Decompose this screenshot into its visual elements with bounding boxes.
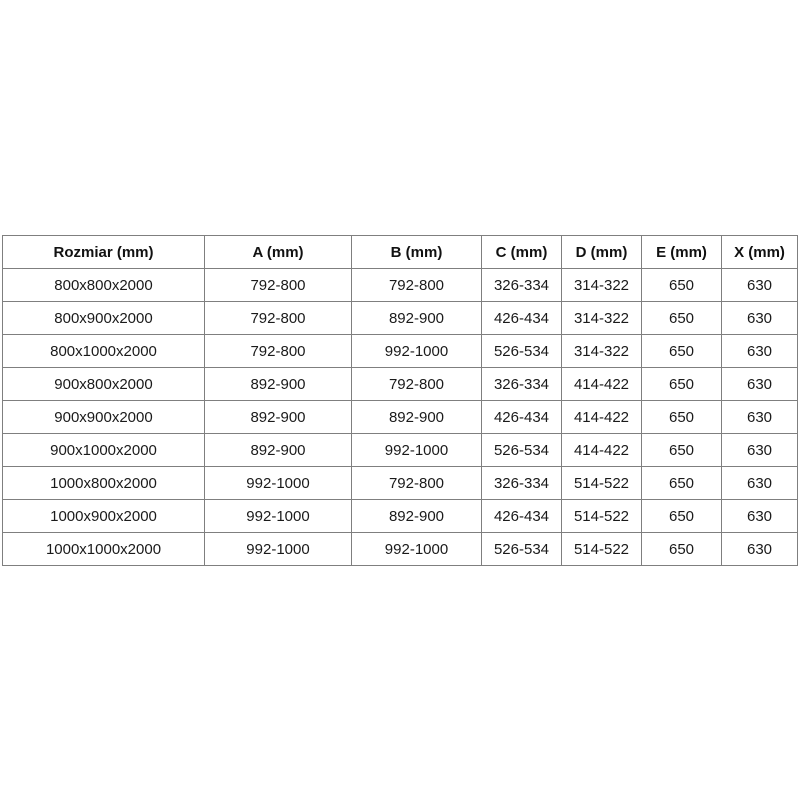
table-cell-c: 426-434 (482, 401, 562, 434)
column-header-d: D (mm) (562, 236, 642, 269)
table-cell-rozmiar: 800x800x2000 (3, 269, 205, 302)
table-cell-b: 892-900 (352, 401, 482, 434)
table-cell-c: 326-334 (482, 467, 562, 500)
table-cell-rozmiar: 1000x1000x2000 (3, 533, 205, 566)
table-cell-c: 326-334 (482, 368, 562, 401)
table-cell-x: 630 (722, 302, 798, 335)
table-row (3, 335, 798, 368)
column-header-e: E (mm) (642, 236, 722, 269)
table-row (3, 434, 798, 467)
table-cell-e: 650 (642, 302, 722, 335)
table-cell-c: 526-534 (482, 533, 562, 566)
column-header-c: C (mm) (482, 236, 562, 269)
table-cell-d: 314-322 (562, 269, 642, 302)
table-cell-e: 650 (642, 467, 722, 500)
table-row (3, 368, 798, 401)
table-cell-rozmiar: 800x1000x2000 (3, 335, 205, 368)
table-cell-rozmiar: 1000x900x2000 (3, 500, 205, 533)
table-cell-c: 526-534 (482, 335, 562, 368)
column-header-rozmiar: Rozmiar (mm) (3, 236, 205, 269)
table-cell-a: 792-800 (205, 269, 352, 302)
table-cell-e: 650 (642, 533, 722, 566)
table-cell-x: 630 (722, 401, 798, 434)
table-cell-rozmiar: 900x800x2000 (3, 368, 205, 401)
table-cell-rozmiar: 900x1000x2000 (3, 434, 205, 467)
table-cell-d: 414-422 (562, 434, 642, 467)
table-row (3, 302, 798, 335)
table-cell-a: 992-1000 (205, 467, 352, 500)
table-cell-e: 650 (642, 401, 722, 434)
table-cell-d: 414-422 (562, 401, 642, 434)
table-cell-d: 314-322 (562, 335, 642, 368)
header-row (3, 236, 798, 269)
table-cell-a: 992-1000 (205, 500, 352, 533)
column-header-a: A (mm) (205, 236, 352, 269)
table-cell-b: 892-900 (352, 302, 482, 335)
table-cell-a: 892-900 (205, 434, 352, 467)
dimensions-table (2, 235, 798, 566)
table-cell-e: 650 (642, 368, 722, 401)
table-cell-a: 992-1000 (205, 533, 352, 566)
table-cell-e: 650 (642, 434, 722, 467)
table-cell-d: 514-522 (562, 467, 642, 500)
column-header-b: B (mm) (352, 236, 482, 269)
table-cell-c: 526-534 (482, 434, 562, 467)
table-cell-e: 650 (642, 500, 722, 533)
table-cell-x: 630 (722, 335, 798, 368)
table-cell-c: 426-434 (482, 500, 562, 533)
table-cell-b: 892-900 (352, 500, 482, 533)
table-cell-x: 630 (722, 269, 798, 302)
table-cell-a: 892-900 (205, 401, 352, 434)
table-cell-b: 992-1000 (352, 434, 482, 467)
table-row (3, 500, 798, 533)
table-cell-b: 792-800 (352, 269, 482, 302)
table-cell-rozmiar: 1000x800x2000 (3, 467, 205, 500)
table-cell-x: 630 (722, 500, 798, 533)
table-cell-c: 326-334 (482, 269, 562, 302)
table-cell-e: 650 (642, 335, 722, 368)
table-cell-e: 650 (642, 269, 722, 302)
table-cell-a: 892-900 (205, 368, 352, 401)
table-cell-b: 992-1000 (352, 533, 482, 566)
column-header-x: X (mm) (722, 236, 798, 269)
table-cell-b: 792-800 (352, 467, 482, 500)
table-cell-d: 414-422 (562, 368, 642, 401)
table-cell-x: 630 (722, 467, 798, 500)
table-cell-d: 314-322 (562, 302, 642, 335)
table-row (3, 401, 798, 434)
table-row (3, 533, 798, 566)
table-cell-rozmiar: 800x900x2000 (3, 302, 205, 335)
table-cell-x: 630 (722, 434, 798, 467)
table-row (3, 269, 798, 302)
table-cell-a: 792-800 (205, 302, 352, 335)
table-row (3, 467, 798, 500)
table-cell-c: 426-434 (482, 302, 562, 335)
table-cell-b: 792-800 (352, 368, 482, 401)
table-cell-x: 630 (722, 533, 798, 566)
table-cell-d: 514-522 (562, 533, 642, 566)
table-cell-d: 514-522 (562, 500, 642, 533)
table-cell-a: 792-800 (205, 335, 352, 368)
table-cell-x: 630 (722, 368, 798, 401)
table-cell-b: 992-1000 (352, 335, 482, 368)
table-cell-rozmiar: 900x900x2000 (3, 401, 205, 434)
